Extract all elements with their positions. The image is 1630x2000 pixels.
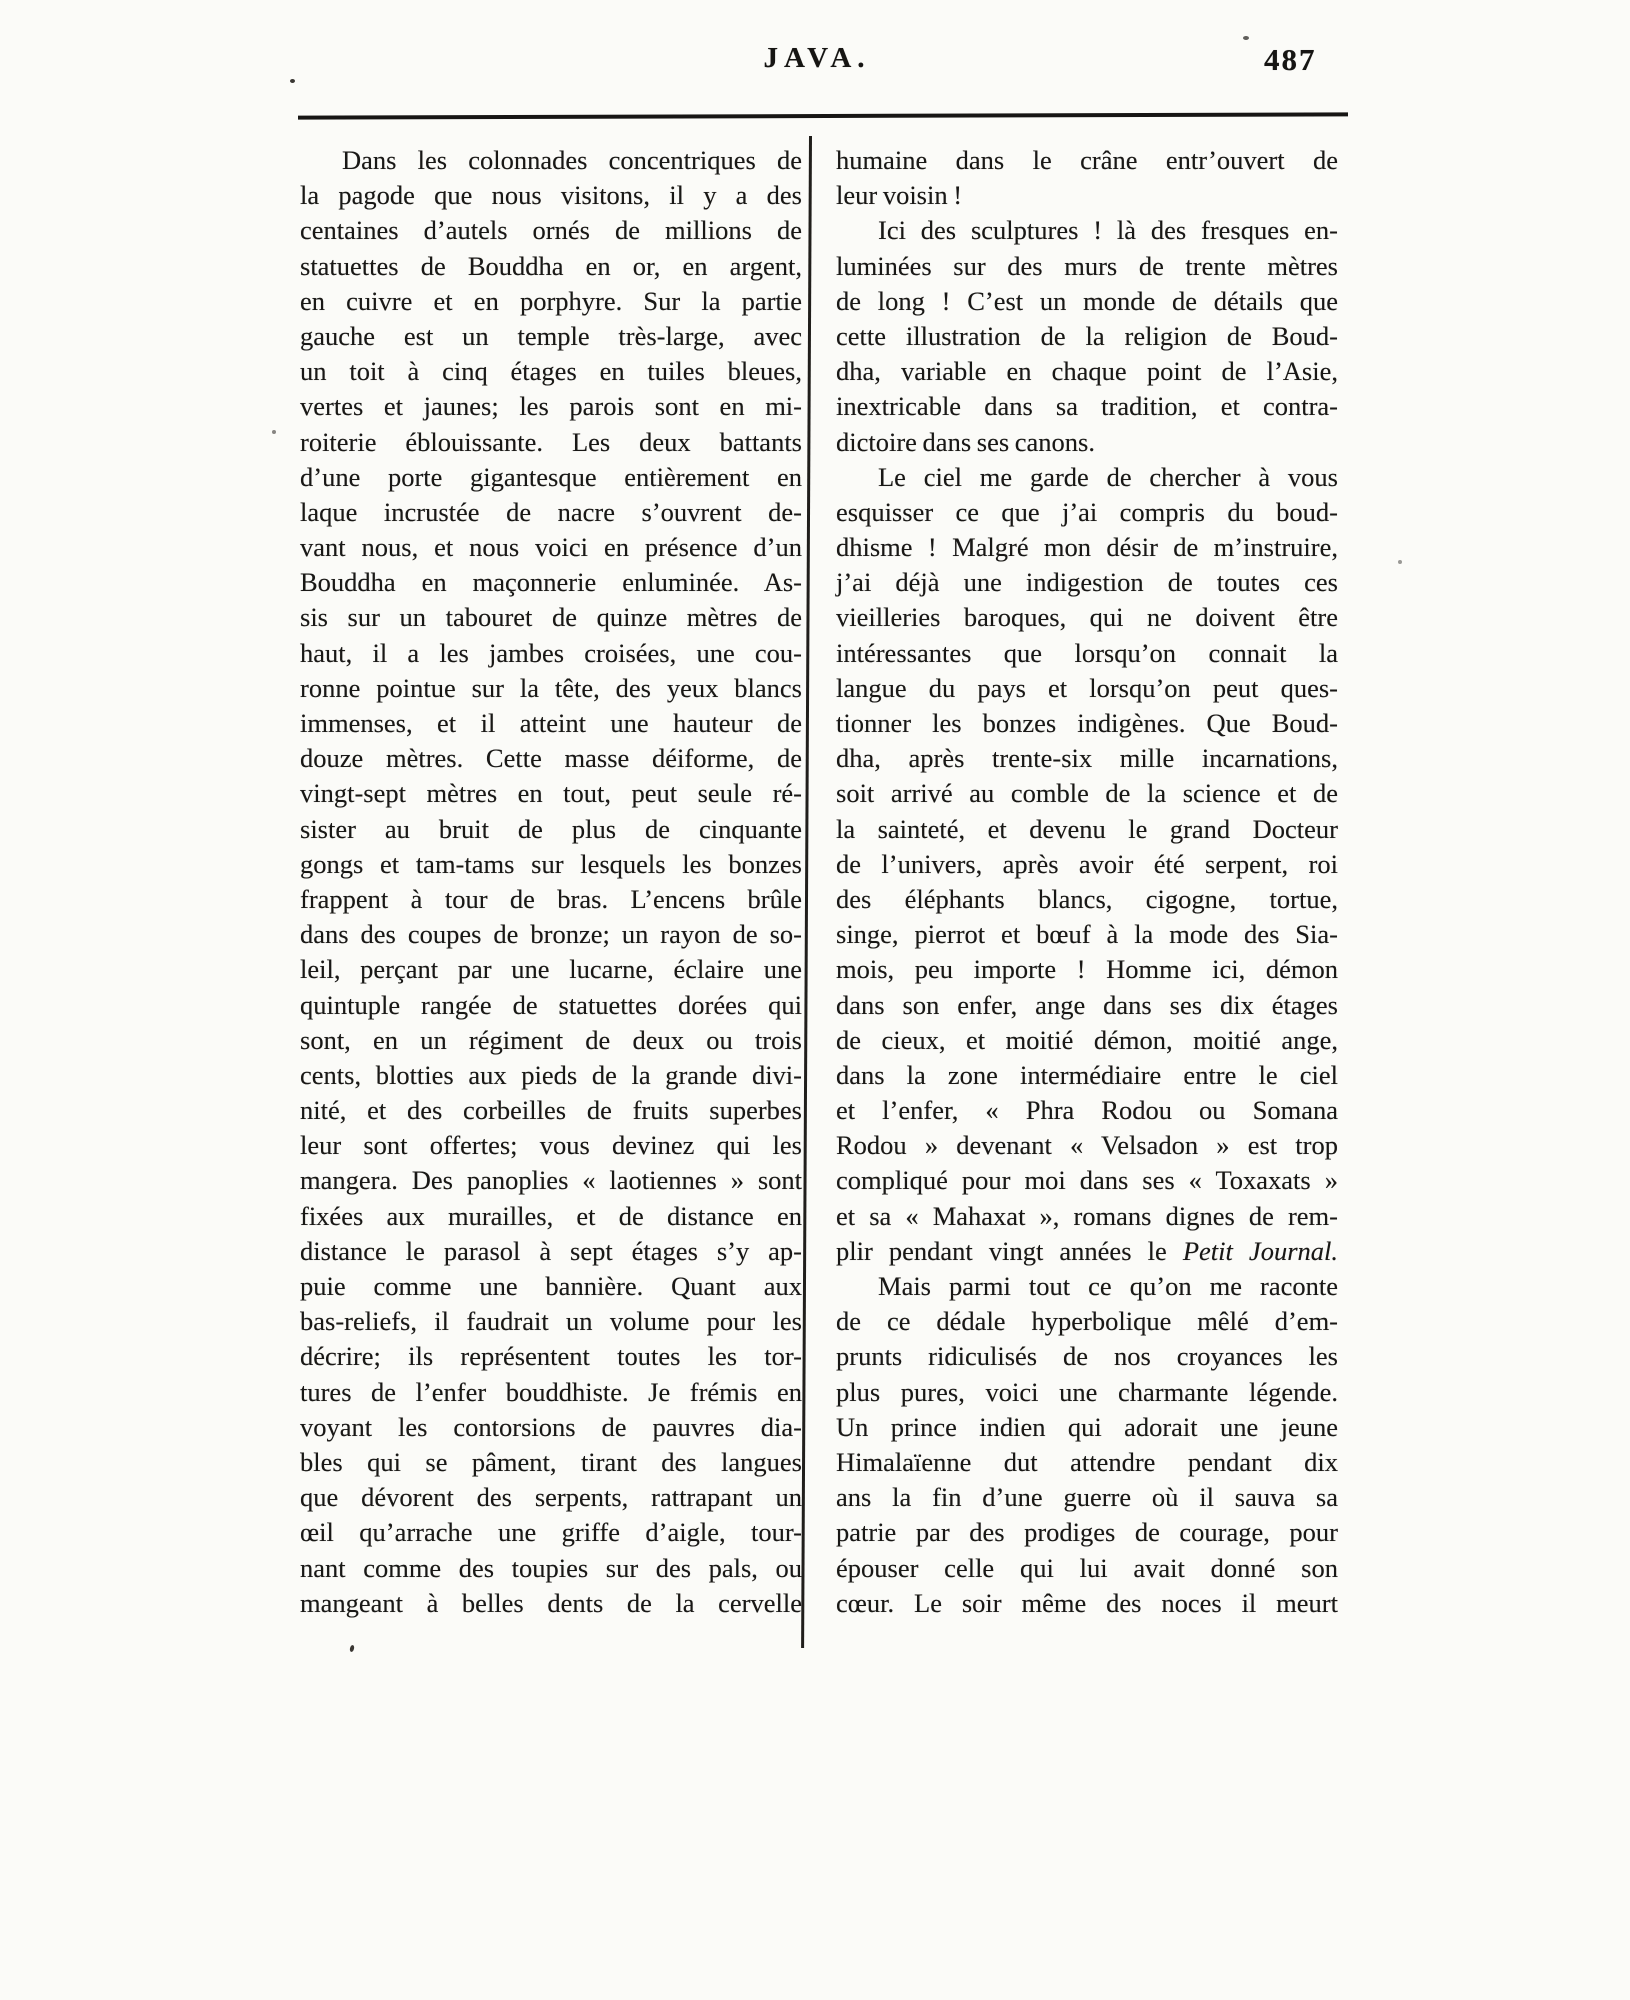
text-line: vertes et jaunes; les parois sont en mi- [300,391,802,422]
text-line: sis sur un tabouret de quinze mètres de [300,602,802,633]
text-line: dha, après trente-six mille incarnations, [836,743,1338,774]
text-line: esquisser ce que j’ai compris du boud- [836,496,1338,527]
text-line: laque incrustée de nacre s’ouvrent de- [300,496,802,527]
text-line: œil qu’arrache une griffe d’aigle, tour- [300,1517,802,1548]
text-line: Himalaïenne dut attendre pendant dix [836,1446,1338,1477]
text-line: que dévorent des serpents, rattrapant un [300,1482,802,1513]
text-line: Rodou » devenant « Velsadon » est trop [836,1130,1338,1161]
text-line: la pagode que nous visitons, il y a des [300,180,802,211]
running-title: JAVA. [763,42,871,74]
header-rule [298,112,1348,119]
text-line: roiterie éblouissante. Les deux battants [300,426,802,457]
text-line: et sa « Mahaxat », romans dignes de rem- [836,1200,1338,1231]
text-line: leil, perçant par une lucarne, éclaire une [300,954,802,985]
text-line: dans la zone intermédiaire entre le ciel [836,1059,1338,1090]
text-line: mois, peu importe ! Homme ici, démon [836,954,1338,985]
page-number: 487 [1264,42,1317,77]
text-line: dans son enfer, ange dans ses dix étages [836,989,1338,1020]
text-line: fixées aux murailles, et de distance en [300,1200,802,1231]
text-line: bas-reliefs, il faudrait un volume pour les [300,1306,802,1337]
text-line: singe, pierrot et bœuf à la mode des Sia- [836,919,1338,950]
text-line: vant nous, et nous voici en présence d’un [300,532,802,563]
right-column [836,143,1338,1621]
text-line: nité, et des corbeilles de fruits superbes [300,1095,802,1126]
text-line: décrire; ils représentent toutes les tor- [300,1341,802,1372]
text-line: la sainteté, et devenu le grand Docteur [836,813,1338,844]
text-line: langue du pays et lorsqu’on peut ques- [836,672,1338,703]
text-line: dictoire dans ses canons. [836,426,1095,457]
text-line: sister au bruit de plus de cinquante [300,813,802,844]
text-line: soit arrivé au comble de la science et de [836,778,1338,809]
scan-speck [272,430,276,434]
text-line: un toit à cinq étages en tuiles bleues, [300,356,802,387]
text-line: Bouddha en maçonnerie enluminée. As- [300,567,802,598]
text-line: centaines d’autels ornés de millions de [300,215,802,246]
text-line: immenses, et il atteint une hauteur de [300,708,802,738]
text-line: gongs et tam-tams sur lesquels les bonzes [300,848,802,879]
text-line: des éléphants blancs, cigogne, tortue, [836,883,1338,914]
text-line: quintuple rangée de statuettes dorées qui [300,989,802,1020]
text-line: statuettes de Bouddha en or, en argent, [300,250,802,281]
text-line: j’ai déjà une indigestion de toutes ces [836,567,1338,598]
text-line: de long ! C’est un monde de détails que [836,285,1338,316]
text-line: cents, blotties aux pieds de la grande divi- [300,1059,802,1090]
text-line: de cieux, et moitié démon, moitié ange, [836,1024,1338,1055]
text-line: compliqué pour moi dans ses « Toxaxats » [836,1165,1338,1196]
text-line: épouser celle qui lui avait donné son [836,1552,1338,1583]
text-line: Dans les colonnades concentriques de [342,145,802,175]
text-line: distance le parasol à sept étages s’y ap- [300,1235,802,1266]
text-line: Le ciel me garde de chercher à vous [878,461,1338,492]
text-line: luminées sur des murs de trente mètres [836,250,1338,281]
text-line: mangera. Des panoplies « laotiennes » sont [300,1165,802,1196]
text-line: puie comme une bannière. Quant aux [300,1271,802,1301]
text-line: sont, en un régiment de deux ou trois [300,1024,802,1055]
text-line: haut, il a les jambes croisées, une cou- [300,637,802,668]
text-line: Un prince indien qui adorait une jeune [836,1411,1338,1442]
text-line: patrie par des prodiges de courage, pour [836,1517,1338,1548]
text-line: Mais parmi tout ce qu’on me raconte [878,1271,1338,1301]
text-line: dhisme ! Malgré mon désir de m’instruire, [836,532,1338,563]
text-line: et l’enfer, « Phra Rodou ou Somana [836,1095,1338,1126]
text-line: voyant les contorsions de pauvres dia- [300,1411,802,1442]
text-line: Ici des sculptures ! là des fresques en- [878,215,1338,246]
scan-speck [290,79,295,83]
text-line: vieilleries baroques, qui ne doivent être [836,602,1338,633]
left-column [300,143,802,1621]
text-line: plir pendant vingt années le Petit Journal. [836,1235,1338,1266]
text-line: ans la fin d’une guerre où il sauva sa [836,1482,1338,1513]
text-line: vingt-sept mètres en tout, peut seule ré- [300,778,802,809]
text-line: plus pures, voici une charmante légende. [836,1376,1338,1407]
text-line: dans des coupes de bronze; un rayon de so- [300,919,802,950]
text-line: prunts ridiculisés de nos croyances les [836,1341,1338,1372]
text-line: de ce dédale hyperbolique mêlé d’em- [836,1306,1338,1337]
text-line: cette illustration de la religion de Boud- [836,320,1338,351]
text-line: de l’univers, après avoir été serpent, roi [836,848,1338,879]
scan-speck [349,1645,355,1653]
scan-speck [1243,36,1249,40]
text-line: tures de l’enfer bouddhiste. Je frémis en [300,1376,802,1407]
text-line: intéressantes que lorsqu’on connait la [836,637,1338,668]
text-line: mangeant à belles dents de la cervelle [300,1587,802,1618]
text-line: frappent à tour de bras. L’encens brûle [300,883,802,914]
text-line: humaine dans le crâne entr’ouvert de [836,145,1338,175]
text-line: nant comme des toupies sur des pals, ou [300,1552,802,1583]
text-line: douze mètres. Cette masse déiforme, de [300,743,802,774]
text-line: tionner les bonzes indigènes. Que Boud- [836,708,1338,738]
text-line: ronne pointue sur la tête, des yeux blancs [300,672,802,703]
text-line: d’une porte gigantesque entièrement en [300,461,802,492]
text-line: dha, variable en chaque point de l’Asie, [836,356,1338,387]
text-line: bles qui se pâment, tirant des langues [300,1446,802,1477]
text-line: en cuivre et en porphyre. Sur la partie [300,285,802,316]
text-line: inextricable dans sa tradition, et contra- [836,391,1338,422]
text-line: cœur. Le soir même des noces il meurt [836,1587,1338,1618]
text-line: gauche est un temple très-large, avec [300,320,802,351]
column-divider-rule [801,136,812,1648]
text-line: leur voisin ! [836,180,963,211]
scan-speck [1398,560,1402,564]
text-line: leur sont offertes; vous devinez qui les [300,1130,802,1161]
